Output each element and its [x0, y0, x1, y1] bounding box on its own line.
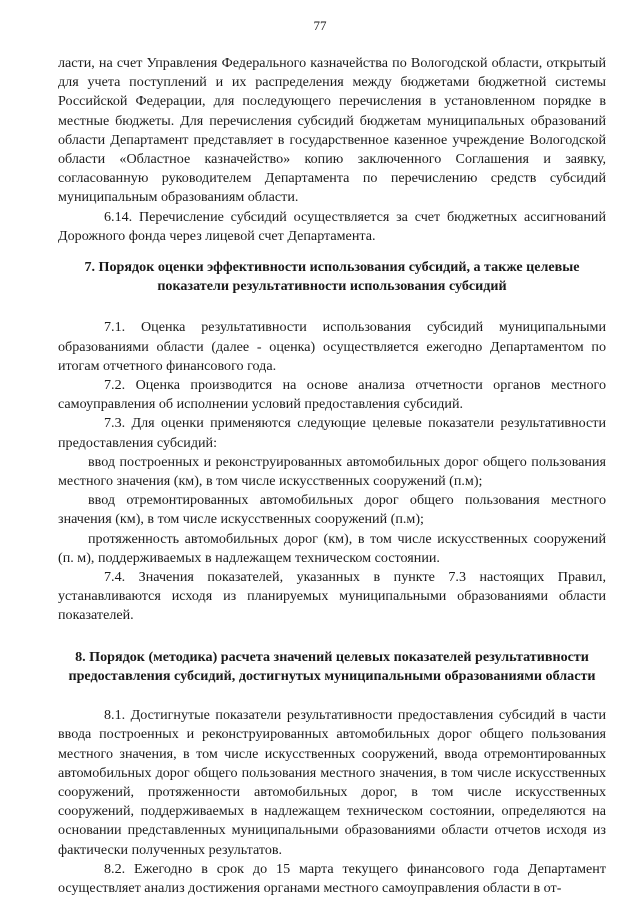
indicator-item-1: ввод построенных и реконструированных автомобильных дорог общего пользования местного значения (км), в том числе искусственных сооружений (п.м); — [58, 453, 606, 490]
paragraph-6-14: 6.14. Перечисление субсидий осуществляется за счет бюджетных ассигнований Дорожного фонда через лицевой счет Департамента. — [58, 208, 606, 244]
page-number: 77 — [313, 18, 327, 33]
paragraph-8-2: 8.2. Ежегодно в срок до 15 марта текущего финансового года Департамент осуществляет анализ достижения органами местного самоуправления области в от- — [58, 860, 606, 896]
paragraph-7-4: 7.4. Значения показателей, указанных в пункте 7.3 настоящих Правил, устанавливаются исходя из планируемых муниципальными образованиями области показателей. — [58, 569, 606, 624]
paragraph-8-1: 8.1. Достигнутые показатели результативности предоставления субсидий в части ввода построенных и реконструированных автомобильных дорог общего пользования местного значения, в том числе искусственных сооружений, ввода отремонтированных автомобильных дорог общего пользования местного значения, в том числе искусственных сооружений, протяженности автомобильных дорог, в том числе искусственных сооружений, поддерживаемых в надлежащем техническом состоянии, определяются на основании представленных муниципальными образованиями области отчетов исходя из фактически полученных результатов. — [58, 707, 606, 858]
indicator-item-2: ввод отремонтированных автомобильных дорог общего пользования местного значения (км), в том числе искусственных сооружений (п.м); — [58, 492, 606, 528]
paragraph-7-3: 7.3. Для оценки применяются следующие целевые показатели результативности предоставления субсидий: — [58, 415, 606, 451]
document-body — [58, 54, 606, 898]
paragraph-7-2: 7.2. Оценка производится на основе анализа отчетности органов местного самоуправления об исполнении условий предоставления субсидий. — [58, 377, 606, 413]
section-8-heading: 8. Порядок (методика) расчета значений целевых показателей результативности предоставления субсидий, достигнутых муниципальными образованиями области — [68, 648, 596, 684]
paragraph-continued: ласти, на счет Управления Федерального казначейства по Вологодской области, открытый для учета поступлений и их распределения между бюджетами бюджетной системы Российской Федерации, для последующего перечисления в установленном порядке в местные бюджеты. Для перечисления субсидий бюджетам муниципальных образований области Департамент представляет в государственное казенное учреждение Вологодской области «Областное казначейство» копию заключенного Соглашения и заявку, согласованную руководителем Департамента по перечислению средств субсидий муниципальным образованиям области. — [58, 55, 606, 206]
indicator-item-3: протяженность автомобильных дорог (км), в том числе искусственных сооружений (п. м), поддерживаемых в надлежащем техническом состоянии. — [58, 530, 606, 566]
paragraph-7-1: 7.1. Оценка результативности использования субсидий муниципальными образованиями области (далее - оценка) осуществляется ежегодно Департаментом по итогам отчетного финансового года. — [58, 319, 606, 374]
section-7-heading: 7. Порядок оценки эффективности использования субсидий, а также целевые показатели результативности использования субсидий — [84, 259, 580, 295]
